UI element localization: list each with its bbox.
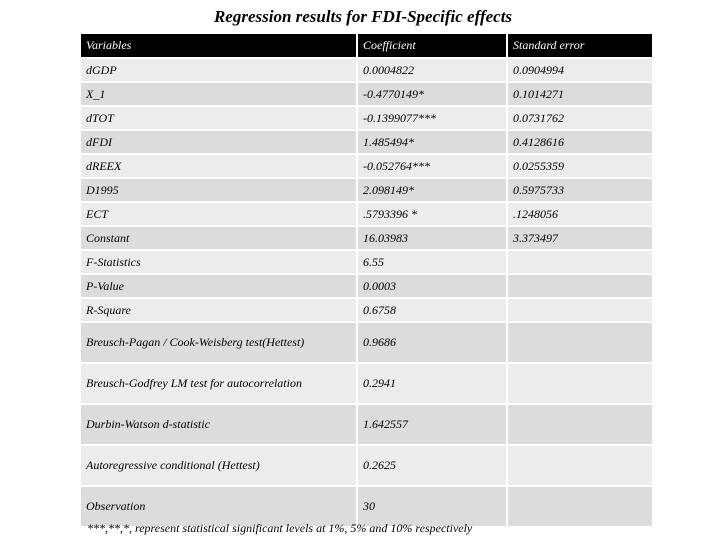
cell-coefficient: 6.55: [357, 250, 507, 274]
table-row: [81, 154, 652, 178]
cell-variable: Observation: [81, 486, 357, 527]
header-standard-error: Standard error: [507, 34, 652, 58]
cell-standard-error: 0.0904994: [507, 58, 652, 82]
cell-coefficient: -0.1399077***: [357, 106, 507, 130]
table-header: [81, 34, 652, 58]
cell-variable: F-Statistics: [81, 250, 357, 274]
table-row: [81, 363, 652, 404]
cell-variable: Autoregressive conditional (Hettest): [81, 445, 357, 486]
cell-coefficient: -0.4770149*: [357, 82, 507, 106]
cell-coefficient: 2.098149*: [357, 178, 507, 202]
cell-variable: D1995: [81, 178, 357, 202]
table-title: Regression results for FDI-Specific effects: [213, 7, 513, 26]
header-variables: Variables: [81, 34, 357, 58]
table-row: [81, 106, 652, 130]
cell-coefficient: 0.0003: [357, 274, 507, 298]
table-body: [81, 58, 652, 527]
cell-standard-error: [507, 322, 652, 363]
cell-standard-error: [507, 298, 652, 322]
header-row: [81, 34, 652, 58]
footnote: ***,**,*, represent statistical significant levels at 1%, 5% and 10% respectively: [87, 521, 473, 535]
cell-variable: dTOT: [81, 106, 357, 130]
cell-standard-error: 3.373497: [507, 226, 652, 250]
cell-coefficient: 0.2625: [357, 445, 507, 486]
table-row: [81, 298, 652, 322]
table-row: [81, 130, 652, 154]
cell-variable: dFDI: [81, 130, 357, 154]
cell-coefficient: 1.642557: [357, 404, 507, 445]
table-row: [81, 82, 652, 106]
cell-standard-error: [507, 274, 652, 298]
table-row: [81, 58, 652, 82]
table-row: [81, 404, 652, 445]
cell-variable: R-Square: [81, 298, 357, 322]
table-row: [81, 445, 652, 486]
cell-standard-error: 0.4128616: [507, 130, 652, 154]
table-row: [81, 250, 652, 274]
cell-coefficient: 0.9686: [357, 322, 507, 363]
cell-standard-error: [507, 486, 652, 527]
cell-coefficient: 0.6758: [357, 298, 507, 322]
cell-coefficient: 0.0004822: [357, 58, 507, 82]
cell-variable: Constant: [81, 226, 357, 250]
header-coefficient: Coefficient: [357, 34, 507, 58]
cell-variable: Durbin-Watson d-statistic: [81, 404, 357, 445]
cell-standard-error: [507, 250, 652, 274]
cell-standard-error: 0.0731762: [507, 106, 652, 130]
cell-variable: ECT: [81, 202, 357, 226]
cell-standard-error: 0.0255359: [507, 154, 652, 178]
cell-coefficient: 30: [357, 486, 507, 527]
cell-coefficient: 0.2941: [357, 363, 507, 404]
cell-coefficient: 1.485494*: [357, 130, 507, 154]
table-row: [81, 226, 652, 250]
cell-standard-error: .1248056: [507, 202, 652, 226]
cell-variable: P-Value: [81, 274, 357, 298]
cell-standard-error: [507, 363, 652, 404]
cell-variable: dGDP: [81, 58, 357, 82]
cell-coefficient: 16.03983: [357, 226, 507, 250]
table-row: [81, 322, 652, 363]
cell-coefficient: .5793396 *: [357, 202, 507, 226]
table-row: [81, 274, 652, 298]
table-row: [81, 178, 652, 202]
cell-standard-error: 0.1014271: [507, 82, 652, 106]
cell-standard-error: [507, 445, 652, 486]
cell-variable: dREEX: [81, 154, 357, 178]
cell-variable: Breusch-Godfrey LM test for autocorrelation: [81, 363, 357, 404]
table-row: [81, 202, 652, 226]
cell-variable: Breusch-Pagan / Cook-Weisberg test(Hettest): [81, 322, 357, 363]
cell-variable: X_1: [81, 82, 357, 106]
cell-standard-error: [507, 404, 652, 445]
cell-standard-error: 0.5975733: [507, 178, 652, 202]
cell-coefficient: -0.052764***: [357, 154, 507, 178]
regression-table: [81, 34, 652, 528]
